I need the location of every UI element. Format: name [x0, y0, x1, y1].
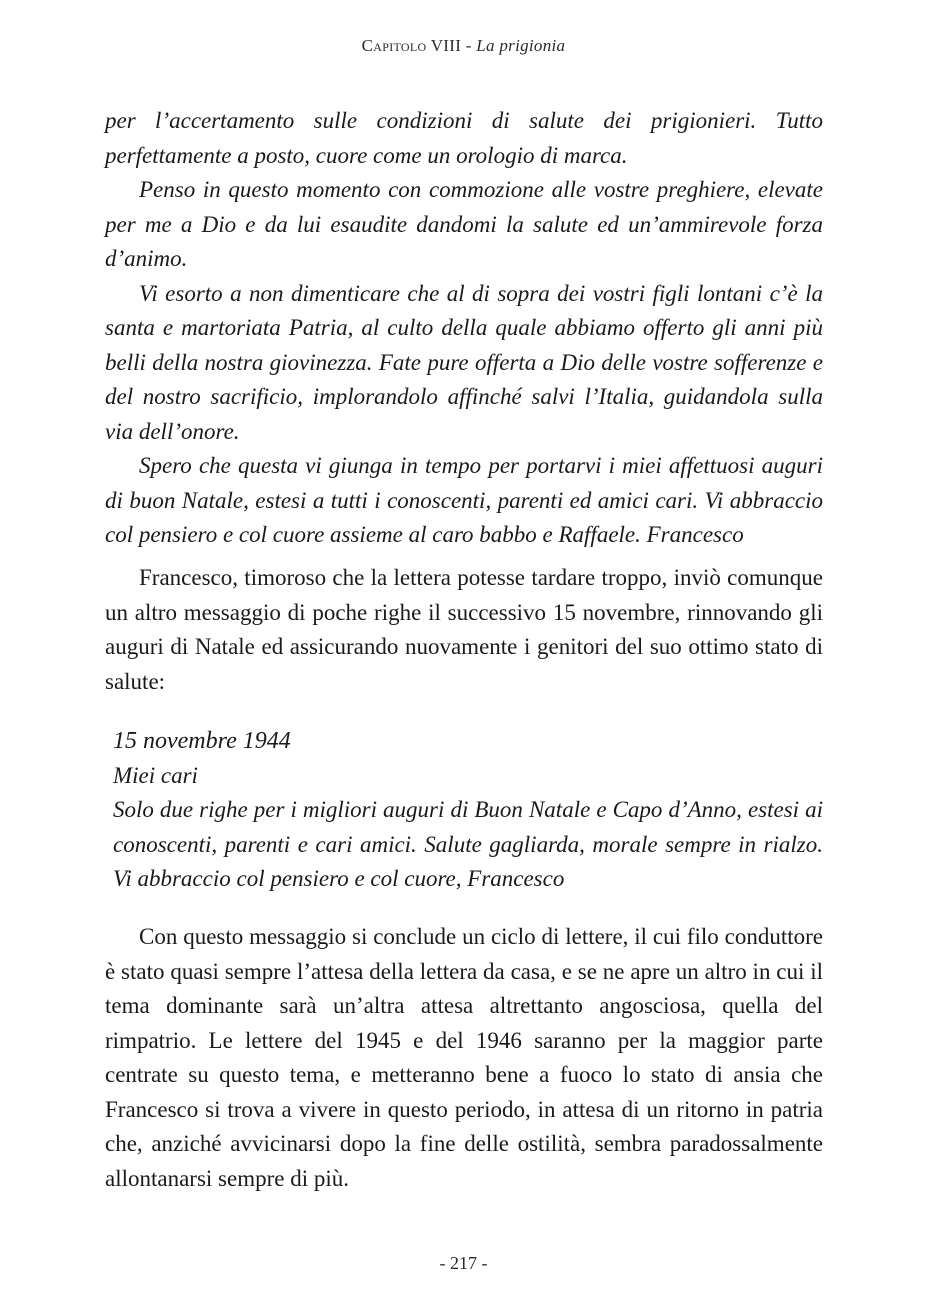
letter-date: 15 novembre 1944	[113, 728, 291, 754]
letter-body: Solo due righe per i migliori auguri di Buon Natale e Capo d’Anno, estesi ai conoscenti, parenti e cari amici. Salute gagliarda, morale sempre in rialzo. Vi abbraccio col pensiero e col cuore, Francesco	[113, 797, 823, 891]
letter-excerpt	[105, 104, 823, 553]
chapter-label: Capitolo VIII	[361, 36, 462, 55]
letter-salutation: Miei cari	[113, 762, 198, 788]
running-head	[0, 36, 927, 56]
narrative-paragraph-1	[105, 561, 823, 699]
letter-paragraph: Spero che questa vi giunga in tempo per portarvi i miei affettuosi auguri di buon Natale, estesi a tutti i conoscenti, parenti ed amici cari. Vi abbraccio col pensiero e col cuore assieme al caro babbo e Raffaele. Francesco	[105, 453, 823, 547]
narrative-text: Con questo messaggio si conclude un ciclo di lettere, il cui filo conduttore è stato quasi sempre l’attesa della lettera da casa, e se ne apre un altro in cui il tema dominante sarà un’altra attesa altrettanto angosciosa, quella del rimpatrio. Le lettere del 1945 e del 1946 saranno per la maggior parte centrate su questo tema, e metteranno bene a fuoco lo stato di ansia che Francesco si trova a vivere in questo periodo, in attesa di un ritorno in patria che, anziché avvicinarsi dopo la fine delle ostilità, sembra paradossalmente allontanarsi sempre di più.	[105, 924, 823, 1191]
narrative-paragraph-2	[105, 920, 823, 1196]
letter-paragraph: per l’accertamento sulle condizioni di salute dei prigionieri. Tutto perfettamente a posto, cuore come un orologio di marca.	[105, 108, 823, 168]
letter-paragraph: Vi esorto a non dimenticare che al di sopra dei vostri figli lontani c’è la santa e martoriata Patria, al culto della quale abbiamo offerto gli anni più belli della nostra giovinezza. Fate pure offerta a Dio delle vostre sofferenze e del nostro sacrificio, implorandolo affinché salvi l’Italia, guidandola sulla via dell’onore.	[105, 280, 823, 444]
short-letter	[113, 724, 823, 897]
chapter-title: La prigionia	[476, 36, 566, 55]
letter-paragraph: Penso in questo momento con commozione alle vostre preghiere, elevate per me a Dio e da lui esaudite dandomi la salute ed un’ammirevole forza d’animo.	[105, 177, 823, 271]
narrative-text: Francesco, timoroso che la lettera potesse tardare troppo, inviò comunque un altro messaggio di poche righe il successivo 15 novembre, rinnovando gli auguri di Natale ed assicurando nuovamente i genitori del suo ottimo stato di salute:	[105, 565, 823, 694]
page-number: - 217 -	[439, 1253, 488, 1273]
running-head-separator: -	[461, 36, 477, 55]
